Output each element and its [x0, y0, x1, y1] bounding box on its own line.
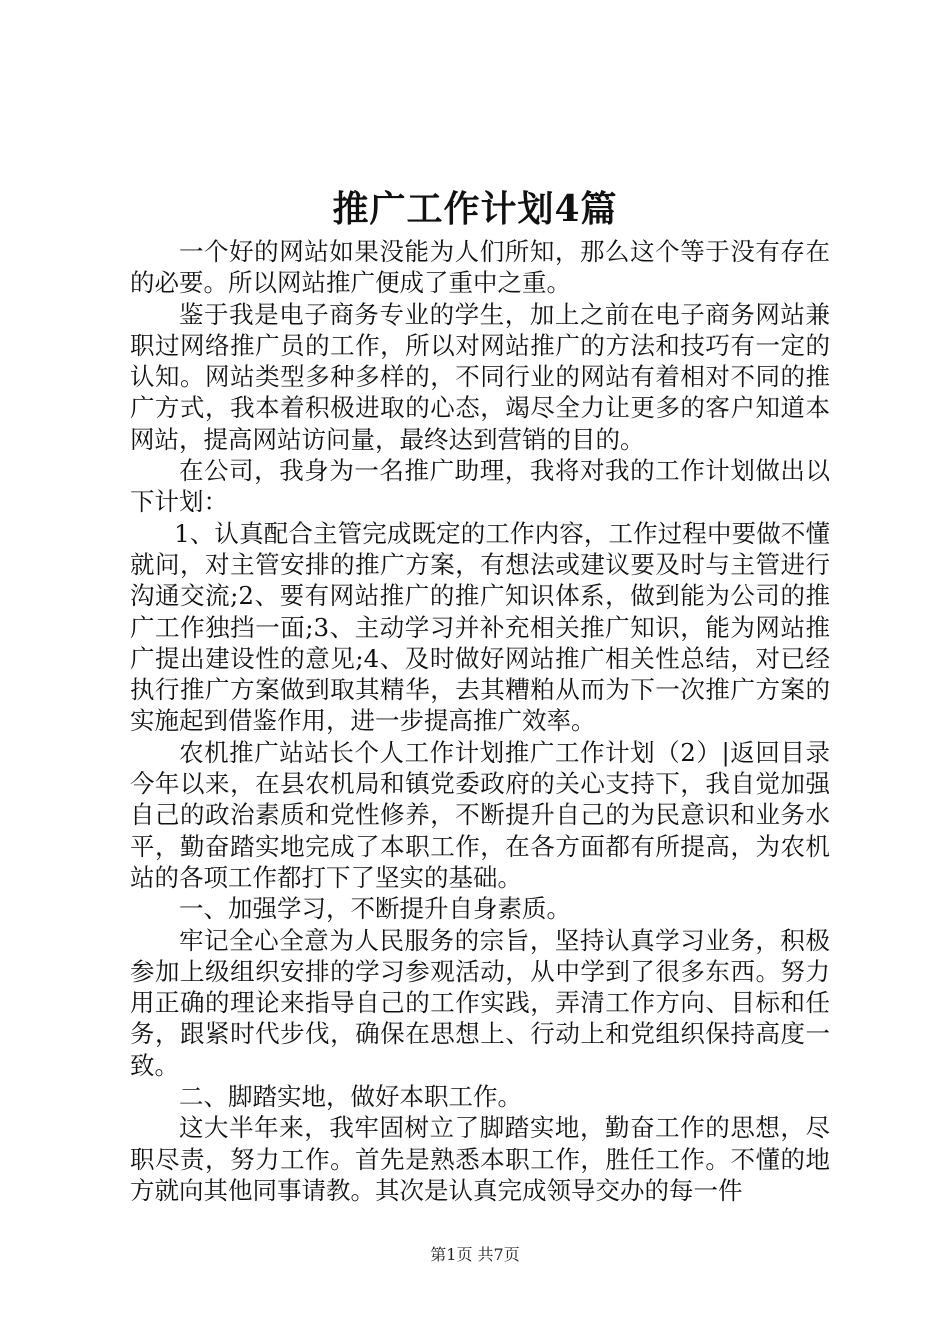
section-heading: 二、脚踏实地，做好本职工作。 [179, 1082, 522, 1112]
document-body [130, 236, 830, 1206]
paragraph: 在公司，我身为一名推广助理，我将对我的工作计划做出以下计划： [130, 456, 830, 517]
paragraph: 一个好的网站如果没能为人们所知，那么这个等于没有存在的必要。所以网站推广便成了重中之重。 [130, 237, 830, 298]
page-footer: 第1页 共7页 [430, 1245, 520, 1264]
section-heading: 一、加强学习，不断提升自身素质。 [179, 894, 571, 924]
paragraph: 这大半年来，我牢固树立了脚踏实地，勤奋工作的思想，尽职尽责，努力工作。首先是熟悉本职工作，胜任工作。不懂的地方就向其他同事请教。其次是认真完成领导交办的每一件 [130, 1113, 830, 1205]
paragraph: 牢记全心全意为人民服务的宗旨，坚持认真学习业务，积极参加上级组织安排的学习参观活动，从中学到了很多东西。努力用正确的理论来指导自己的工作实践，弄清工作方向、目标和任务，跟紧时代步伐，确保在思想上、行动上和党组织保持高度一致。 [130, 925, 830, 1080]
paragraph: 1、认真配合主管完成既定的工作内容，工作过程中要做不懂就问，对主管安排的推广方案，有想法或建议要及时与主管进行沟通交流;2、要有网站推广的推广知识体系，做到能为公司的推广工作独挡一面;3、主动学习并补充相关推广知识，能为网站推广提出建设性的意见;4、及时做好网站推广相关性总结，对已经执行推广方案做到取其精华，去其糟粕从而为下一次推广方案的实施起到借鉴作用，进一步提高推广效率。 [130, 518, 830, 736]
document-title: 推广工作计划4篇 [332, 188, 618, 230]
paragraph: 农机推广站站长个人工作计划推广工作计划（2）|返回目录今年以来，在县农机局和镇党委政府的关心支持下，我自觉加强自己的政治素质和党性修养，不断提升自己的为民意识和业务水平，勤奋踏实地完成了本职工作，在各方面都有所提高，为农机站的各项工作都打下了坚实的基础。 [130, 737, 830, 892]
paragraph: 鉴于我是电子商务专业的学生，加上之前在电子商务网站兼职过网络推广员的工作，所以对网站推广的方法和技巧有一定的认知。网站类型多种多样的，不同行业的网站有着相对不同的推广方式，我本着积极进取的心态，竭尽全力让更多的客户知道本网站，提高网站访问量，最终达到营销的目的。 [130, 299, 830, 454]
